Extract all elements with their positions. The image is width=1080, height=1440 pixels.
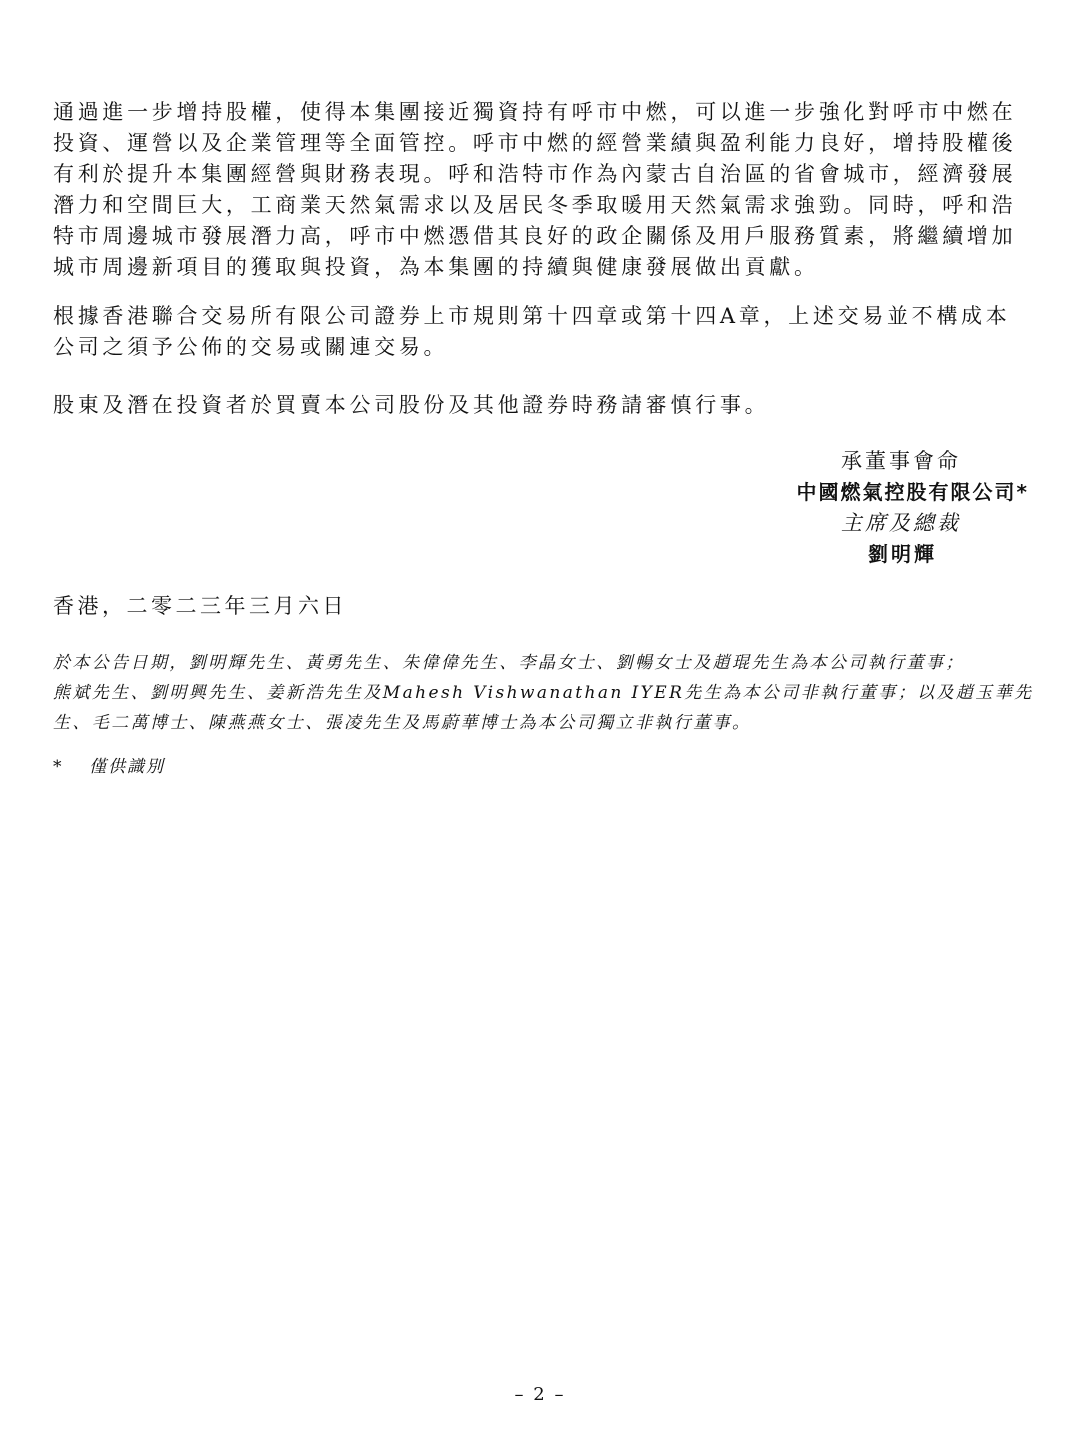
paragraph-line: 股東及潛在投資者於買賣本公司股份及其他證券時務請審慎行事。 bbox=[53, 393, 770, 417]
directors-line: 於本公告日期，劉明輝先生、黃勇先生、朱偉偉先生、李晶女士、劉暢女士及趙琨先生為本公司執行董事； bbox=[53, 653, 965, 673]
paragraph-line: 有利於提升本集團經營與財務表現。呼和浩特市作為內蒙古自治區的省會城市，經濟發展 bbox=[53, 162, 1017, 186]
page-number: – 2 – bbox=[514, 1384, 566, 1405]
document-page bbox=[53, 0, 1034, 1440]
paragraph-line: 公司之須予公佈的交易或關連交易。 bbox=[53, 335, 449, 359]
paragraph-line: 潛力和空間巨大，工商業天然氣需求以及居民冬季取暖用天然氣需求強勁。同時，呼和浩 bbox=[53, 193, 1017, 217]
directors-line: 生、毛二萬博士、陳燕燕女士、張凌先生及馬蔚華博士為本公司獨立非執行董事。 bbox=[53, 713, 752, 733]
announcement-date: 香港，二零二三年三月六日 bbox=[53, 594, 347, 618]
paragraph-3 bbox=[53, 390, 1029, 421]
paragraph-2 bbox=[53, 301, 1029, 363]
paragraph-line: 投資、運營以及企業管理等全面管控。呼市中燃的經營業績與盈利能力良好，增持股權後 bbox=[53, 131, 1017, 155]
signature-line: 承董事會命 bbox=[841, 449, 961, 473]
paragraph-line: 特市周邊城市發展潛力高，呼市中燃憑借其良好的政企關係及用戶服務質素，將繼續增加 bbox=[53, 224, 1017, 248]
footnote bbox=[53, 752, 165, 777]
signatory-title: 主席及總裁 bbox=[841, 511, 961, 535]
directors-statement bbox=[53, 648, 1034, 738]
paragraph-line: 城市周邊新項目的獲取與投資，為本集團的持續與健康發展做出貢獻。 bbox=[53, 255, 819, 279]
company-name: 中國燃氣控股有限公司* bbox=[796, 480, 1029, 504]
footnote-text: 僅供識別 bbox=[89, 757, 165, 777]
paragraph-line: 通過進一步增持股權，使得本集團接近獨資持有呼市中燃，可以進一步強化對呼市中燃在 bbox=[53, 100, 1017, 124]
signatory-name: 劉明輝 bbox=[868, 542, 937, 566]
directors-line: 熊斌先生、劉明興先生、姜新浩先生及Mahesh Vishwanathan IYER先生為本公司非執行董事；以及趙玉華先 bbox=[53, 683, 1034, 703]
paragraph-1 bbox=[53, 97, 1029, 283]
footnote-mark: * bbox=[53, 757, 64, 777]
signature-block bbox=[53, 446, 1029, 570]
paragraph-line: 根據香港聯合交易所有限公司證券上市規則第十四章或第十四A章，上述交易並不構成本 bbox=[53, 304, 1011, 328]
